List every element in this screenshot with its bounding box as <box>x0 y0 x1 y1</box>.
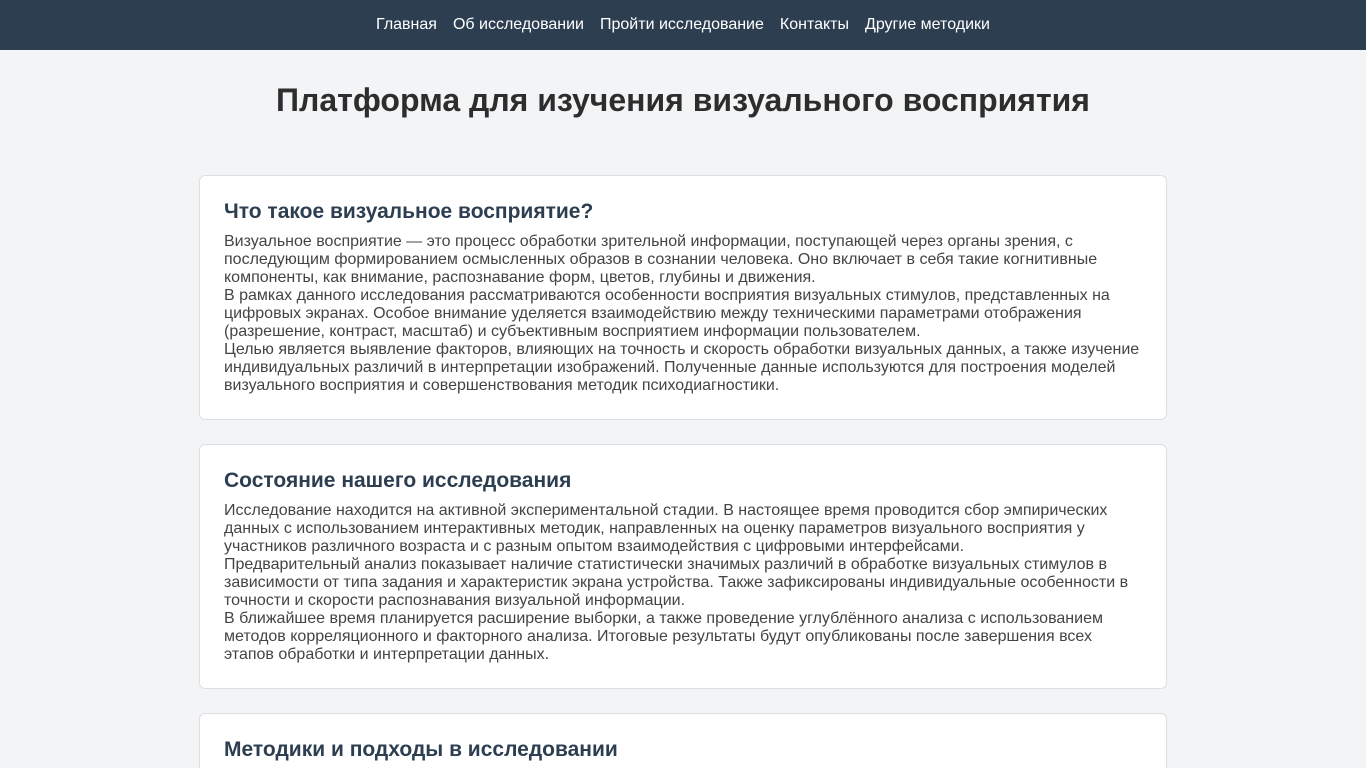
section-paragraph: Исследование находится на активной экспериментальной стадии. В настоящее время проводится сбор эмпирических данных с использованием интерактивных методик, направленных на оценку параметров визуального восприятия у участников различного возраста и с разным опытом взаимодействия с цифровыми интерфейсами. <box>224 502 1108 555</box>
top-navigation <box>0 0 1366 50</box>
section-paragraph: В рамках данного исследования рассматриваются особенности восприятия визуальных стимулов, представленных на цифровых экранах. Особое внимание уделяется взаимодействию между техническими параметрами отображения (разрешение, контраст, масштаб) и субъективным восприятием информации пользователем. <box>224 287 1110 340</box>
section-heading: Состояние нашего исследования <box>224 469 572 492</box>
page-title: Платформа для изучения визуального восприятия <box>276 82 1090 118</box>
section-heading: Что такое визуальное восприятие? <box>224 200 594 223</box>
section-card-methods <box>199 713 1167 768</box>
nav-link-other-methods[interactable]: Другие методики <box>865 16 990 33</box>
section-card-visual-perception <box>199 175 1167 420</box>
nav-link-contacts[interactable]: Контакты <box>779 16 849 33</box>
section-card-research-status <box>199 444 1167 689</box>
nav-link-take-research[interactable]: Пройти исследование <box>600 16 764 33</box>
section-paragraph: Визуальное восприятие — это процесс обработки зрительной информации, поступающей через органы зрения, с последующим формированием осмысленных образов в сознании человека. Оно включает в себя такие когнитивные компоненты, как внимание, распознавание форм, цветов, глубины и движения. <box>224 233 1098 286</box>
section-paragraph: Предварительный анализ показывает наличие статистически значимых различий в обработке визуальных стимулов в зависимости от типа задания и характеристик экрана устройства. Также зафиксированы индивидуальные особенности в точности и скорости распознавания визуальной информации. <box>224 556 1129 609</box>
section-paragraph: В ближайшее время планируется расширение выборки, а также проведение углублённого анализа с использованием методов корреляционного и факторного анализа. Итоговые результаты будут опубликованы после завершения всех этапов обработки и интерпретации данных. <box>224 610 1103 663</box>
nav-link-about-research[interactable]: Об исследовании <box>452 16 584 33</box>
section-paragraph: Целью является выявление факторов, влияющих на точность и скорость обработки визуальных данных, а также изучение индивидуальных различий в интерпретации изображений. Полученные данные используются для построения моделей визуального восприятия и совершенствования методик психодиагностики. <box>224 341 1140 394</box>
section-heading: Методики и подходы в исследовании <box>224 738 618 761</box>
main-content <box>199 175 1167 768</box>
nav-link-home[interactable]: Главная <box>376 16 437 33</box>
